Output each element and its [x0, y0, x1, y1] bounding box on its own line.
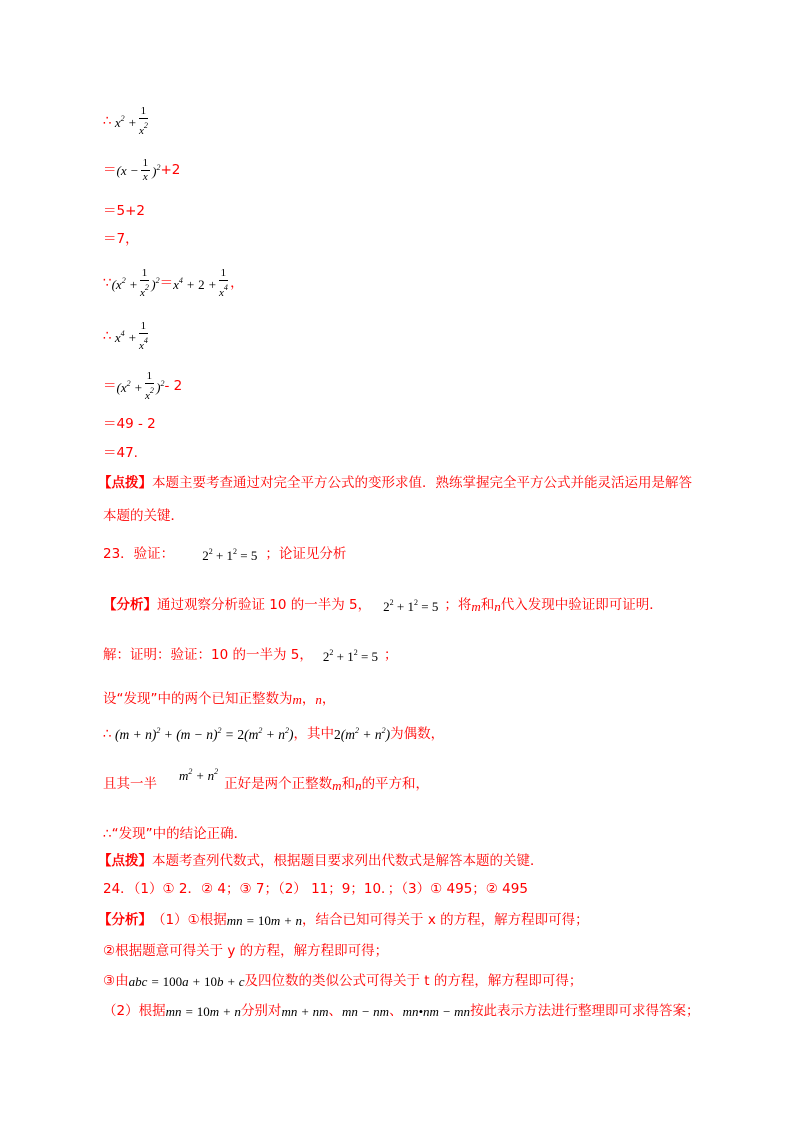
q24-answer	[103, 883, 528, 897]
she-23	[103, 693, 335, 707]
math-2sq-plus-1sq: $2^2 + 1^2 = 5$	[322, 648, 379, 664]
math-x2-plus-inv: $x^2$ +	[111, 113, 137, 130]
dianbo-2	[98, 855, 544, 869]
fenxi-text: 分别对	[240, 1003, 282, 1019]
step-49-minus-2	[103, 418, 156, 432]
step-47	[103, 447, 138, 461]
question-number: 23．验证：	[103, 546, 175, 563]
conclusion-23	[103, 828, 247, 842]
tag-dianbo: 【点拨】	[98, 475, 152, 491]
because-symbol: ∵	[103, 274, 112, 291]
dianbo-text: 本题的关键．	[103, 508, 184, 524]
step-text: ＝5+2	[103, 203, 145, 219]
math-2sq-plus-1sq: $2^2 + 1^2 = 5$	[202, 547, 258, 563]
answer-tail: ；论证见分析	[265, 546, 347, 563]
fraction-1-over-x4: $\frac{1}{x^4}$	[138, 320, 148, 352]
math-close-sq: )$^2$	[152, 162, 161, 179]
var-n: n	[315, 692, 322, 708]
equals-sign: ＝	[159, 274, 174, 291]
fenxi-text: ；将	[444, 597, 472, 614]
step-therefore-x2-sum	[103, 105, 150, 138]
tag-fenxi: 【分析】	[103, 597, 157, 614]
minus-two: - 2	[164, 377, 183, 394]
step-because-expansion	[103, 267, 244, 300]
math-close-sq: )$^2$	[151, 275, 160, 292]
solution-text: 和	[341, 776, 356, 793]
therefore-symbol: ∴	[103, 725, 112, 742]
math-mn-eq: mn = 10m + n	[226, 913, 303, 929]
separator: 、	[328, 1003, 342, 1019]
var-n: n	[355, 777, 362, 793]
fenxi-text: （2）根据	[103, 1003, 166, 1019]
math-close-sq: )$^2$	[156, 378, 165, 395]
dianbo-text: 本题主要考查通过对完全平方公式的变形求值．熟练掌握完全平方公式并能灵活运用是解答	[152, 475, 692, 491]
dianbo-1-line2	[103, 510, 184, 524]
math-2-m2-n2: $2(m^2 + n^2)$	[334, 726, 391, 742]
step-square-plus-2	[103, 157, 180, 184]
fenxi-text: 及四位数的类似公式可得关于 t 的方程，解方程即可得；	[244, 973, 583, 989]
therefore-23	[103, 727, 444, 742]
math-2sq-plus-1sq: $2^2 + 1^2 = 5$	[383, 598, 439, 614]
plus-two: +2	[160, 161, 181, 178]
step-therefore-x4-sum	[103, 320, 150, 353]
fraction-1-over-x: $\frac{1}{x}$	[142, 157, 149, 183]
dianbo-1-line1	[98, 477, 692, 491]
fenxi-text: 代入发现中验证即可证明．	[500, 597, 663, 614]
equals-sign: ＝	[103, 161, 117, 178]
fraction-1-over-x4: $\frac{1}{x^4}$	[218, 267, 228, 299]
fenxi-text: 通过观察分析验证 10 的一半为 5，	[157, 597, 372, 614]
fenxi-text: ③由	[103, 973, 129, 989]
step-text: ＝47.	[103, 445, 138, 461]
math-mn-eq: mn = 10m + n	[165, 1004, 241, 1020]
fenxi-text: （1）①根据	[152, 912, 227, 928]
math-x4-plus: $x^4$ +	[111, 328, 137, 345]
var-m: m	[332, 777, 342, 793]
math-mn-dot-nm: mn•nm − mn	[402, 1004, 471, 1020]
math-m2-plus-n2: $m^2 + n^2$	[179, 767, 219, 783]
fenxi-24-part2	[103, 1005, 700, 1019]
tag-fenxi: 【分析】	[98, 912, 152, 928]
fenxi-24-t	[103, 975, 582, 989]
solution-text: ；	[384, 647, 398, 664]
math-mn-plus-nm: mn + nm	[281, 1004, 329, 1020]
step-5-plus-2	[103, 205, 145, 219]
separator: 、	[389, 1003, 403, 1019]
conclusion-text: ∴“发现”中的结论正确．	[103, 826, 248, 842]
comma: ，	[321, 691, 336, 707]
question-answer: 24．（1）① 2．② 4；③ 7；（2） 11；9；10．；（3）① 495；② 495	[103, 881, 528, 897]
math-abc-eq: abc = 100a + 10b + c	[128, 974, 245, 990]
math-open: ($x^2$ +	[116, 378, 143, 395]
therefore-symbol: ∴	[103, 327, 112, 344]
fenxi-text: ，结合已知可得关于 x 的方程，解方程即可得；	[302, 912, 589, 928]
solution-text: 设“发现”中的两个已知正整数为	[103, 691, 293, 707]
fenxi-23	[103, 599, 663, 613]
math-x-minus: (x −	[116, 163, 139, 178]
math-open: ($x^2$ +	[111, 275, 138, 292]
fenxi-text: ②根据题意可得关于 y 的方程，解方程即可得；	[103, 943, 389, 959]
tag-dianbo: 【点拨】	[98, 853, 152, 869]
var-n: n	[494, 598, 501, 614]
comma: ，	[301, 691, 316, 707]
fenxi-24-y	[103, 945, 388, 959]
solution-text: 的平方和，	[361, 776, 430, 793]
fenxi-24	[98, 914, 589, 928]
var-m: m	[471, 598, 481, 614]
step-7	[103, 233, 139, 247]
therefore-symbol: ∴	[103, 112, 112, 129]
dianbo-text: 本题考查列代数式，根据题目要求列出代数式是解答本题的关键．	[152, 853, 544, 869]
q23-answer	[103, 548, 346, 562]
fraction-1-over-x2: $\frac{1}{x^2}$	[138, 105, 148, 137]
step-square-minus-2	[103, 370, 182, 403]
step-text: ＝7，	[103, 231, 139, 247]
math-identity: $(m + n)^2 + (m - n)^2 = 2(m^2 + n^2)$	[111, 726, 294, 742]
fenxi-text: 和	[480, 597, 495, 614]
var-m: m	[292, 692, 302, 708]
solution-text: 为偶数，	[390, 725, 445, 742]
fraction-1-over-x2: $\frac{1}{x^2}$	[144, 370, 154, 402]
half-23	[103, 767, 430, 793]
fraction-1-over-x2: $\frac{1}{x^2}$	[140, 267, 149, 299]
math-x4-plus-2: $x^4 + 2$ +	[173, 275, 217, 292]
jie-23	[103, 649, 398, 663]
solution-text: 解：证明：验证：10 的一半为 5，	[103, 647, 313, 664]
solution-text: 正好是两个正整数	[224, 776, 333, 793]
math-mn-minus-nm: mn − nm	[342, 1004, 390, 1020]
comma: ，	[230, 274, 244, 291]
fenxi-text: 按此表示方法进行整理即可求得答案；	[470, 1003, 700, 1019]
solution-text: ，其中	[293, 725, 335, 742]
step-text: ＝49 - 2	[103, 416, 156, 432]
solution-text: 且其一半	[103, 776, 157, 793]
equals-sign: ＝	[103, 377, 117, 394]
